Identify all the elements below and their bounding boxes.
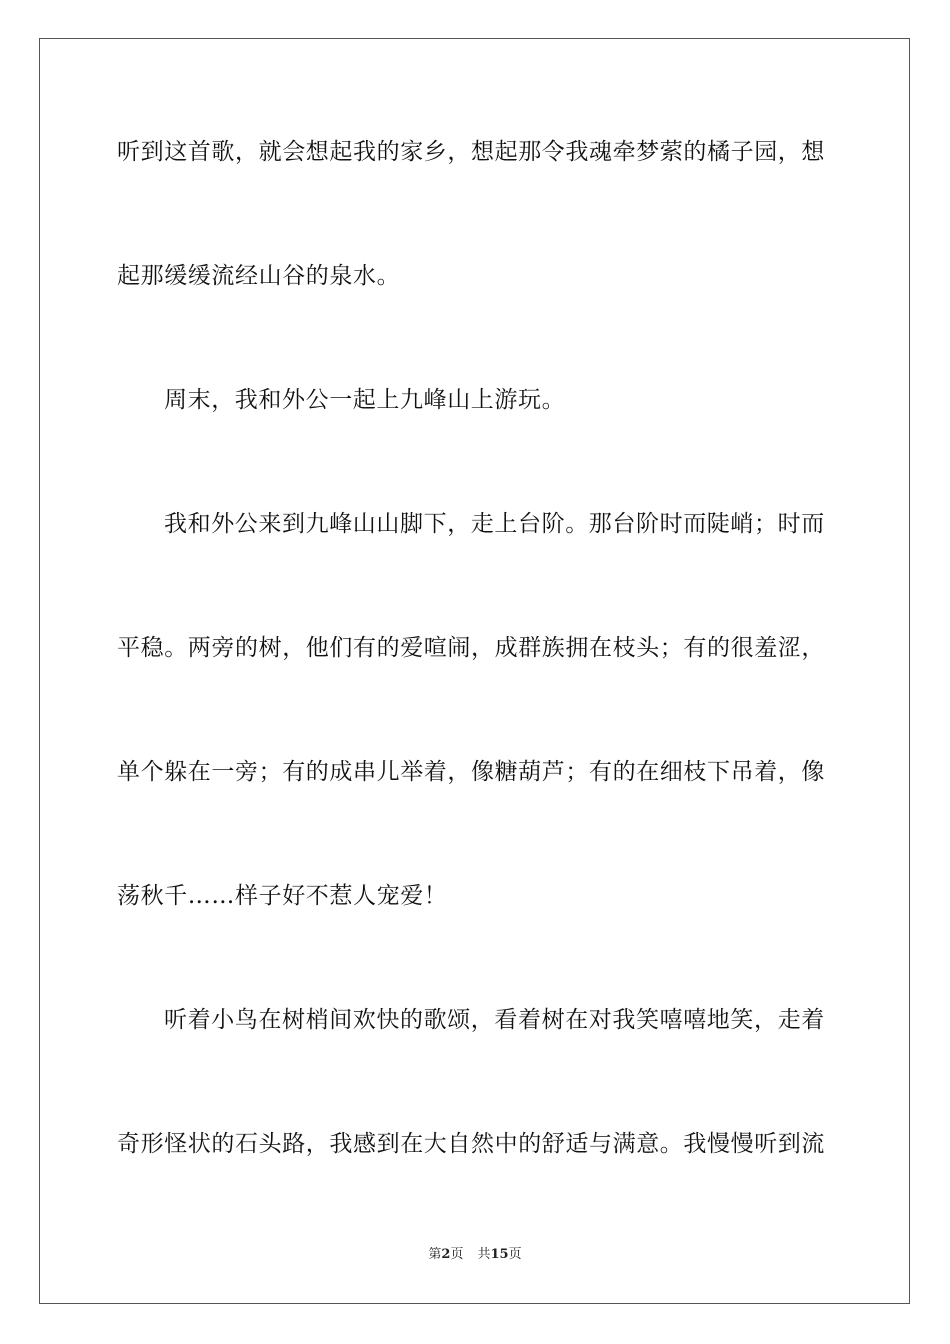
page-footer [0,1246,950,1264]
page-unit: 页 [450,1247,464,1262]
total-unit: 页 [508,1247,522,1262]
text-line: 起那缓缓流经山谷的泉水。 [117,263,401,289]
page-border [39,38,910,1304]
page-prefix: 第 [428,1247,442,1262]
text-line: 单个躲在一旁；有的成串儿举着，像糖葫芦；有的在细枝下吊着，像 [117,759,825,785]
paragraph-line: 听着小鸟在树梢间欢快的歌颂，看着树在对我笑嘻嘻地笑，走着 [164,1007,825,1033]
total-page-count: 15 [490,1247,509,1262]
text-line: 平稳。两旁的树，他们有的爱喧闹，成群族拥在枝头；有的很羞涩， [117,635,825,661]
text-line: 荡秋千……样子好不惹人宠爱！ [117,883,448,909]
text-line: 奇形怪状的石头路，我感到在大自然中的舒适与满意。我慢慢听到流 [117,1131,825,1157]
text-line: 听到这首歌，就会想起我的家乡，想起那令我魂牵梦萦的橘子园，想 [117,139,825,165]
current-page-number: 2 [441,1247,451,1262]
paragraph-line: 我和外公来到九峰山山脚下，走上台阶。那台阶时而陡峭；时而 [164,511,825,537]
total-prefix: 共 [477,1247,491,1262]
paragraph-line: 周末，我和外公一起上九峰山上游玩。 [164,387,566,413]
